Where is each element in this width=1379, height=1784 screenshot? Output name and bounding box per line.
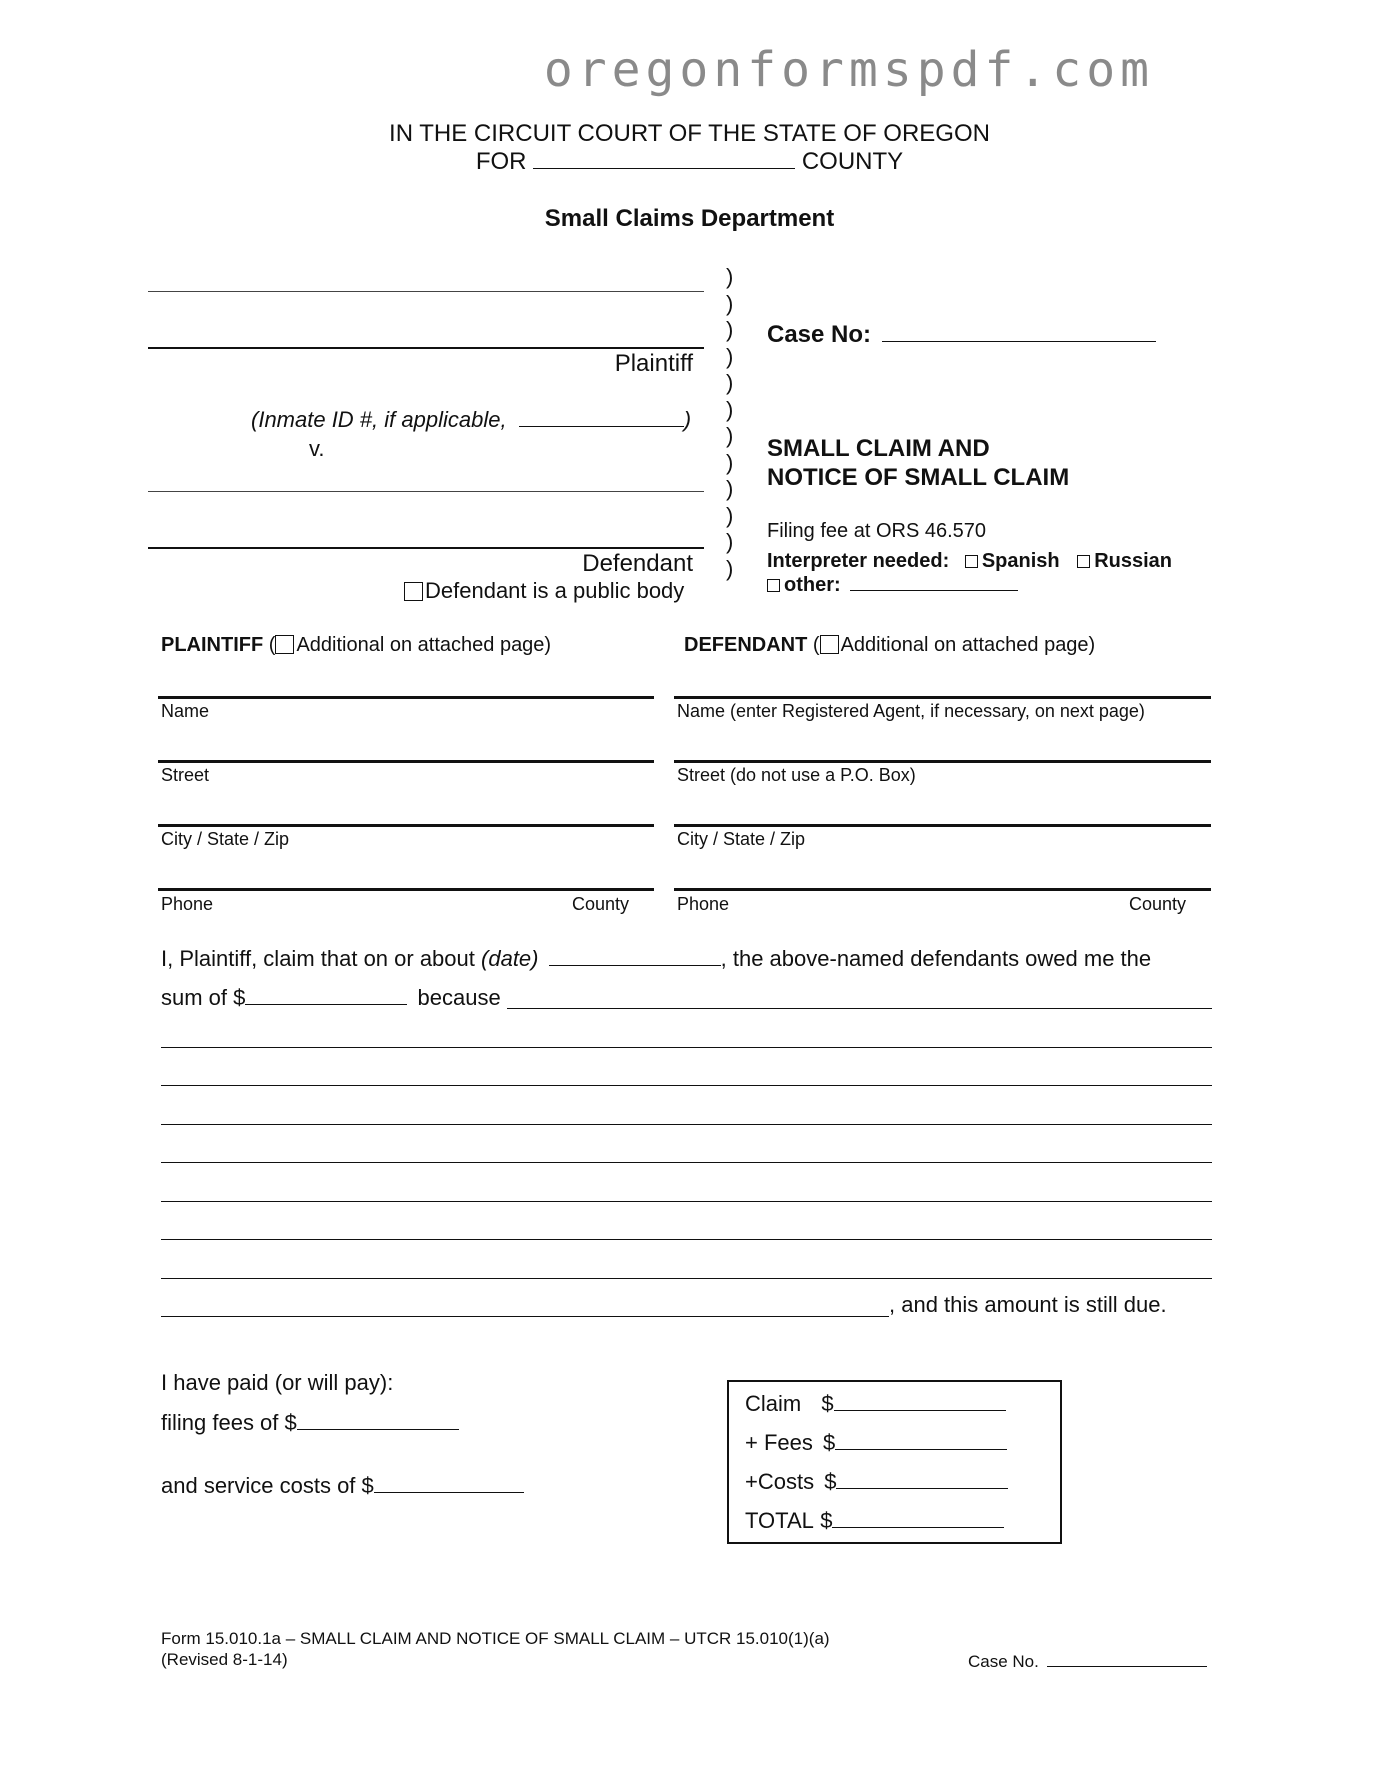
filing-fees-row (161, 1409, 459, 1436)
county-line (0, 148, 1379, 176)
form-title-line-2: NOTICE OF SMALL CLAIM (767, 464, 1070, 491)
interpreter-other-label: other: (784, 574, 841, 596)
plaintiff-street-input[interactable] (158, 760, 654, 763)
paid-label: I have paid (or will pay): (161, 1370, 394, 1395)
totals-costs-field[interactable] (836, 1468, 1008, 1489)
totals-box (727, 1380, 1062, 1544)
defendant-name-label: Name (enter Registered Agent, if necessary, on next page) (677, 701, 1145, 721)
reason-line-7[interactable] (161, 1278, 1212, 1279)
footer-revised: (Revised 8-1-14) (161, 1650, 288, 1669)
plaintiff-additional-label: Additional on attached page) (296, 634, 552, 656)
totals-total-label: TOTAL (745, 1508, 814, 1533)
footer-form-id: Form 15.010.1a – SMALL CLAIM AND NOTICE OF SMALL CLAIM – UTCR 15.010(1)(a) (161, 1629, 830, 1648)
plaintiff-phone-label: Phone (161, 894, 214, 914)
claim-date-label: (date) (481, 946, 539, 971)
form-title-line-1: SMALL CLAIM AND (767, 435, 990, 462)
defendant-name-line-2[interactable] (148, 547, 704, 549)
defendant-city-label: City / State / Zip (677, 829, 806, 849)
interpreter-other-field[interactable] (850, 574, 1018, 591)
interpreter-other-checkbox[interactable] (767, 579, 780, 592)
reason-line-3[interactable] (161, 1124, 1212, 1125)
plaintiff-county-label: County (572, 894, 630, 914)
claim-date-row (161, 945, 1151, 972)
footer-case-no-field[interactable] (1047, 1650, 1207, 1667)
reason-line-4[interactable] (161, 1162, 1212, 1163)
inmate-id-field[interactable] (519, 406, 684, 427)
reason-line-0[interactable] (507, 1008, 1212, 1009)
defendant-name-input[interactable] (674, 696, 1211, 699)
county-label: COUNTY (801, 148, 904, 175)
totals-fees-row (745, 1429, 1007, 1456)
claim-sum-label: sum of $ (161, 985, 246, 1010)
plaintiff-name-label: Name (161, 701, 210, 721)
versus-label: v. (309, 436, 325, 461)
defendant-additional-checkbox[interactable] (820, 635, 839, 654)
defendant-phone-input[interactable] (674, 888, 1211, 891)
caption-parentheses: ) ) ) ) ) ) ) ) ) ) ) ) (726, 264, 734, 581)
totals-total-field[interactable] (832, 1507, 1004, 1528)
case-no-label: Case No: (767, 321, 872, 348)
plaintiff-city-input[interactable] (158, 824, 654, 827)
defendant-phone-label: Phone (677, 894, 730, 914)
public-body-row (404, 578, 684, 604)
interpreter-other-row (767, 574, 1018, 597)
reason-line-6[interactable] (161, 1239, 1212, 1240)
footer-case-no-row (968, 1650, 1207, 1672)
inmate-id-label: (Inmate ID #, if applicable, (251, 407, 507, 432)
currency-sign: $ (824, 1469, 837, 1494)
plaintiff-phone-input[interactable] (158, 888, 654, 891)
plaintiff-additional-checkbox[interactable] (275, 635, 294, 654)
claim-sum-field[interactable] (245, 984, 407, 1005)
defendant-county-label: County (1129, 894, 1187, 914)
interpreter-russian-label: Russian (1094, 550, 1172, 572)
reason-line-2[interactable] (161, 1085, 1212, 1086)
defendant-name-line-1[interactable] (148, 491, 704, 492)
totals-claim-row (745, 1390, 1006, 1417)
for-label: FOR (475, 148, 527, 175)
public-body-checkbox[interactable] (404, 582, 423, 601)
defendant-label: Defendant (582, 550, 693, 577)
filing-fees-field[interactable] (297, 1409, 459, 1430)
still-due-text: , and this amount is still due. (889, 1292, 1167, 1317)
totals-costs-row (745, 1468, 1008, 1495)
filing-fees-label: filing fees of $ (161, 1410, 297, 1435)
totals-fees-field[interactable] (835, 1429, 1007, 1450)
totals-claim-field[interactable] (834, 1390, 1006, 1411)
plaintiff-name-input[interactable] (158, 696, 654, 699)
claim-sum-row (161, 984, 501, 1011)
service-costs-row (161, 1472, 524, 1499)
defendant-city-input[interactable] (674, 824, 1211, 827)
department-title: Small Claims Department (544, 205, 835, 232)
interpreter-row (767, 550, 1172, 573)
defendant-street-input[interactable] (674, 760, 1211, 763)
plaintiff-heading: PLAINTIFF (161, 634, 264, 656)
claim-intro: I, Plaintiff, claim that on or about (161, 946, 475, 971)
defendant-additional-label: Additional on attached page) (840, 634, 1096, 656)
claim-date-field[interactable] (549, 945, 721, 966)
interpreter-russian-checkbox[interactable] (1077, 555, 1090, 568)
currency-sign: $ (820, 1508, 833, 1533)
plaintiff-street-label: Street (161, 765, 210, 785)
currency-sign: $ (823, 1430, 836, 1455)
service-costs-label: and service costs of $ (161, 1473, 374, 1498)
defendant-street-label: Street (do not use a P.O. Box) (677, 765, 916, 785)
currency-sign: $ (821, 1391, 834, 1416)
case-no-row (767, 321, 1156, 349)
reason-line-1[interactable] (161, 1047, 1212, 1048)
plaintiff-heading-row: PLAINTIFF ( Additional on attached page) (161, 634, 552, 656)
plaintiff-name-line-2[interactable] (148, 347, 704, 349)
defendant-heading: DEFENDANT (684, 634, 808, 656)
interpreter-spanish-label: Spanish (981, 550, 1060, 572)
public-body-label: Defendant is a public body (425, 578, 685, 603)
county-name-field[interactable] (533, 148, 795, 169)
interpreter-label: Interpreter needed: (767, 550, 950, 572)
footer-case-no-label: Case No. (968, 1652, 1039, 1671)
plaintiff-label: Plaintiff (614, 350, 693, 377)
claim-because-label: because (417, 985, 501, 1010)
court-title: IN THE CIRCUIT COURT OF THE STATE OF OREGON (389, 120, 990, 147)
inmate-id-row (251, 406, 691, 433)
plaintiff-name-line-1[interactable] (148, 291, 704, 292)
interpreter-spanish-checkbox[interactable] (965, 555, 978, 568)
totals-total-row (745, 1507, 1004, 1534)
inmate-id-close: ) (683, 407, 692, 432)
totals-costs-label: +Costs (745, 1469, 815, 1494)
case-no-field[interactable] (882, 321, 1156, 342)
defendant-heading-row: DEFENDANT ( Additional on attached page) (684, 634, 1096, 656)
reason-line-5[interactable] (161, 1201, 1212, 1202)
reason-line-8[interactable] (161, 1316, 889, 1317)
service-costs-field[interactable] (374, 1472, 524, 1493)
plaintiff-city-label: City / State / Zip (161, 829, 290, 849)
filing-fee-note: Filing fee at ORS 46.570 (767, 520, 987, 542)
watermark: oregonformspdf.com (543, 42, 1154, 98)
totals-claim-label: Claim (745, 1391, 802, 1416)
totals-fees-label: + Fees (745, 1430, 813, 1455)
claim-owed-text: , the above-named defendants owed me the (720, 946, 1152, 971)
